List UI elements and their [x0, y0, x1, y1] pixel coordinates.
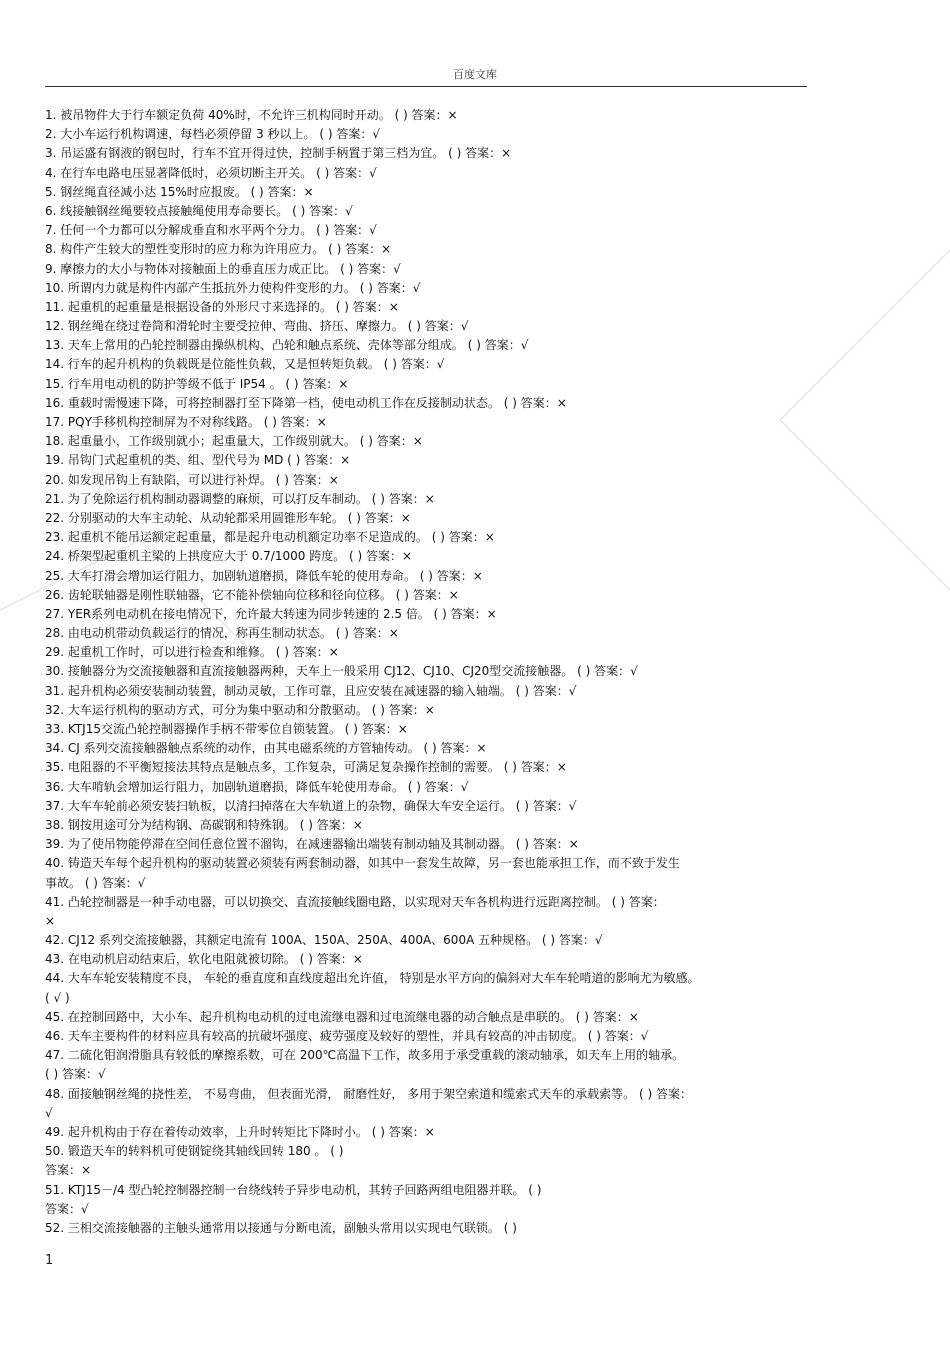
text-line: 19. 吊钩门式起重机的类、组、型代号为 MD ( ) 答案：×	[45, 453, 351, 468]
text-line: 12. 钢丝绳在绕过卷筒和滑轮时主要受拉伸、弯曲、挤压、摩擦力。 ( ) 答案：√	[45, 319, 469, 334]
text-line: 47. 二硫化钼润滑脂具有较低的摩擦系数，可在 200℃高温下工作，故多用于承受重载的滚动轴承，如天车上用的轴承。	[45, 1048, 685, 1063]
text-line: 51. KTJ15－/4 型凸轮控制器控制一台绕线转子异步电动机，其转子回路两组电阻器并联。 ( )	[45, 1182, 542, 1197]
text-line: 18. 起重量小，工作级别就小；起重量大，工作级别就大。 ( ) 答案：×	[45, 434, 423, 449]
text-line: 29. 起重机工作时，可以进行检查和维修。 ( ) 答案：×	[45, 645, 339, 660]
text-line: ×	[45, 913, 56, 928]
text-line: 16. 重载时需慢速下降，可将控制器打至下降第一档，使电动机工作在反接制动状态。 ( ) 答案：×	[45, 395, 567, 410]
text-line: ( ) 答案：√	[45, 1067, 106, 1082]
text-line: 8. 构件产生较大的塑性变形时的应力称为许用应力。 ( ) 答案：×	[45, 242, 392, 257]
text-line: 5. 钢丝绳直径减小达 15%时应报废。 ( ) 答案：×	[45, 184, 314, 199]
text-line: 27. YER系列电动机在接电情况下，允许最大转速为同步转速的 2.5 倍。 ( ) 答案：×	[45, 606, 497, 621]
text-line: 43. 在电动机启动结束后，软化电阻就被切除。 ( ) 答案：×	[45, 952, 363, 967]
text-line: 41. 凸轮控制器是一种手动电器，可以切换交、直流接触线圈电路，以实现对天车各机构进行远距离控制。 ( ) 答案：	[45, 894, 665, 909]
text-line: 9. 摩擦力的大小与物体对接触面上的垂直压力成正比。 ( ) 答案：√	[45, 261, 401, 276]
text-line: 49. 起升机构由于存在着传动效率，上升时转矩比下降时小。 ( ) 答案：×	[45, 1124, 435, 1139]
text-line: 15. 行车用电动机的防护等级不低于 IP54 。 ( ) 答案：×	[45, 376, 349, 391]
text-line: 3. 吊运盛有钢液的钢包时，行车不宜开得过快，控制手柄置于第三档为宜。 ( ) 答案：×	[45, 146, 512, 161]
text-line: 22. 分别驱动的大车主动轮、从动轮都采用圆锥形车轮。 ( ) 答案：×	[45, 510, 411, 525]
text-line: 答案：√	[45, 1201, 89, 1216]
text-line: 10. 所谓内力就是构件内部产生抵抗外力使构件变形的力。 ( ) 答案：√	[45, 280, 421, 295]
text-line: 21. 为了免除运行机构制动器调整的麻烦，可以打反车制动。 ( ) 答案：×	[45, 491, 435, 506]
text-line: 32. 大车运行机构的驱动方式，可分为集中驱动和分散驱动。 ( ) 答案：×	[45, 702, 435, 717]
text-line: 14. 行车的起升机构的负载既是位能性负载，又是恒转矩负载。 ( ) 答案：√	[45, 357, 445, 372]
text-line: 28. 由电动机带动负载运行的情况，称再生制动状态。 ( ) 答案：×	[45, 626, 399, 641]
text-line: 2. 大小车运行机构调速，每档必须停留 3 秒以上。 ( ) 答案：√	[45, 127, 380, 142]
text-line: 30. 接触器分为交流接触器和直流接触器两种，天车上一般采用 CJ12、CJ10、CJ20型交流接触器。 ( ) 答案：√	[45, 664, 638, 679]
text-line: 46. 天车主要构件的材料应具有较高的抗破坏强度、疲劳强度及较好的塑性，并具有较高的冲击韧度。 ( ) 答案：√	[45, 1029, 649, 1043]
text-line: 24. 桥架型起重机主梁的上拱度应大于 0.7/1000 跨度。 ( ) 答案：×	[45, 549, 413, 564]
text-line: 40. 铸造天车每个起升机构的驱动装置必须装有两套制动器，如其中一套发生故障，另一套也能承担工作，而不致于发生	[45, 856, 680, 871]
text-line: 1. 被吊物件大于行车额定负荷 40%时，不允许三机构同时开动。 ( ) 答案：×	[45, 108, 458, 122]
text-line: 26. 齿轮联轴器是刚性联轴器，它不能补偿轴向位移和径向位移。 ( ) 答案：×	[45, 587, 459, 602]
text-line: 11. 起重机的起重量是根据设备的外形尺寸来选择的。 ( ) 答案：×	[45, 299, 399, 314]
text-line: 事故。 ( ) 答案：√	[45, 875, 146, 890]
text-line: 31. 起升机构必须安装制动装置，制动灵敏，工作可靠，且应安装在减速器的输入轴端。 ( ) 答案：√	[45, 683, 577, 698]
text-line: 39. 为了使吊物能停滞在空间任意位置不溜钩，在减速器输出端装有制动轴及其制动器。 ( ) 答案：×	[45, 837, 579, 852]
text-line: 17. PQY手移机构控制屏为不对称线路。 ( ) 答案：×	[45, 415, 327, 429]
text-line: 37. 大车车轮前必须安装扫轨板，以清扫掉落在大车轨道上的杂物，确保大车安全运行。 ( ) 答案：√	[45, 798, 577, 813]
text-line: 48. 面接触钢丝绳的挠性差， 不易弯曲， 但表面光滑， 耐磨性好， 多用于架空索道和缆索式天车的承载索等。 ( ) 答案：	[45, 1086, 692, 1101]
text-line: 20. 如发现吊钩上有缺陷，可以进行补焊。 ( ) 答案：×	[45, 472, 339, 487]
text-line: 13. 天车上常用的凸轮控制器由操纵机构、凸轮和触点系统、壳体等部分组成。 ( ) 答案：√	[45, 338, 529, 353]
text-line: 36. 大车啃轨会增加运行阻力，加剧轨道磨损，降低车轮使用寿命。 ( ) 答案：√	[45, 779, 469, 794]
question-list	[45, 106, 807, 1238]
text-line: 6. 线接触钢丝绳要较点接触绳使用寿命要长。 ( ) 答案：√	[45, 203, 353, 218]
text-line: 7. 任何一个力都可以分解成垂直和水平两个分力。 ( ) 答案：√	[45, 223, 377, 238]
text-line: 44. 大车车轮安装精度不良， 车轮的垂直度和直线度超出允许值， 特别是水平方向的偏斜对大车车轮啃道的影响尤为敏感。	[45, 971, 700, 986]
text-line: ( √ )	[45, 990, 70, 1005]
text-line: 答案：×	[45, 1163, 92, 1178]
text-line: 38. 钢按用途可分为结构钢、高碳钢和特殊钢。 ( ) 答案：×	[45, 817, 363, 832]
text-line: 45. 在控制回路中，大小车、起升机构电动机的过电流继电器和过电流继电器的动合触点是串联的。 ( ) 答案：×	[45, 1009, 639, 1024]
text-line: 23. 起重机不能吊运额定起重量，都是起升电动机额定功率不足造成的。 ( ) 答案：×	[45, 530, 495, 545]
text-line: 25. 大车打滑会增加运行阻力，加剧轨道磨损，降低车轮的使用寿命。 ( ) 答案：×	[45, 568, 483, 583]
text-line: 50. 锻造天车的转料机可使钢锭绕其轴线回转 180 。 ( )	[45, 1144, 344, 1159]
text-line: √	[45, 1105, 53, 1120]
text-line: 34. CJ 系列交流接触器触点系统的动作，由其电磁系统的方管轴传动。 ( ) 答案：×	[45, 741, 487, 756]
page-header: 百度文库	[453, 68, 497, 81]
text-line: 4. 在行车电路电压显著降低时，必须切断主开关。 ( ) 答案：√	[45, 165, 377, 180]
text-line: 35. 电阻器的不平衡短接法其特点是触点多，工作复杂，可满足复杂操作控制的需要。 ( ) 答案：×	[45, 760, 567, 775]
header-divider	[45, 86, 807, 87]
text-line: 52. 三相交流接触器的主触头通常用以接通与分断电流，副触头常用以实现电气联锁。 ( )	[45, 1220, 517, 1235]
text-line: 42. CJ12 系列交流接触器，其额定电流有 100A、150A、250A、400A、600A 五种规格。 ( ) 答案：√	[45, 933, 603, 948]
page-number: 1	[45, 1253, 54, 1268]
text-line: 33. KTJ15交流凸轮控制器操作手柄不带零位自锁装置。 ( ) 答案：×	[45, 722, 408, 736]
